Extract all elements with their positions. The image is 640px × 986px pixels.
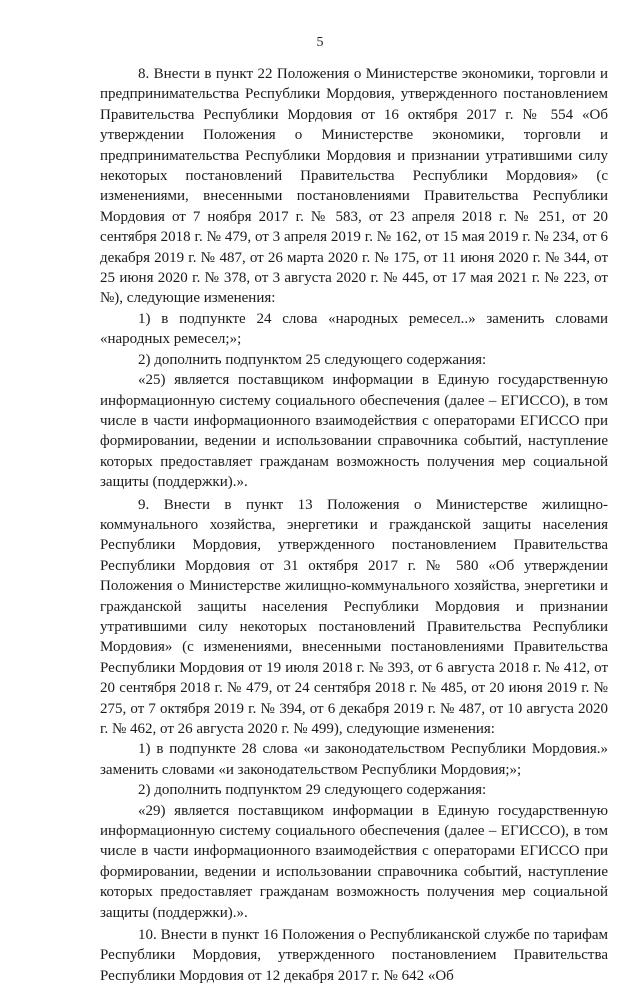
subitem-9-2: 2) дополнить подпунктом 29 следующего содержания: (138, 782, 487, 799)
subitem-9-1: 1) в подпункте 28 слова «и законодательством Республики Мордовия.» заменить словами «и законодательством Республики Мордовия;»; (100, 741, 608, 778)
document-body (100, 64, 608, 986)
quoted-subitem-25: «25) является поставщиком информации в Единую государственную информационную систему социального обеспечения (далее – ЕГИССО), в том числе в части информационного взаимодействия с операторами ЕГИССО при формировании, ведении и использовании справочника событий, наступление которых предоставляет гражданам возможность получения мер социальной защиты (поддержки).». (100, 372, 608, 491)
page-number: 5 (316, 35, 324, 50)
subitem-8-2: 2) дополнить подпунктом 25 следующего содержания: (138, 351, 487, 368)
paragraph-item-10: 10. Внести в пункт 16 Положения о Республиканской службе по тарифам Республики Мордовия, утвержденного постановлением Правительства Республики Мордовия от 12 декабря 2017 г. № 642 «Об (100, 927, 608, 984)
subitem-8-1: 1) в подпункте 24 слова «народных ремесел..» заменить словами «народных ремесел;»; (100, 310, 608, 348)
quoted-subitem-29: «29) является поставщиком информации в Единую государственную информационную систему социального обеспечения (далее – ЕГИССО), в том числе в части информационного взаимодействия с операторами ЕГИССО при формировании, ведении и использовании справочника событий, наступление которых предоставляет гражданам возможность получения мер социальной защиты (поддержки).». (100, 802, 608, 921)
paragraph-item-8: 8. Внести в пункт 22 Положения о Министерстве экономики, торговли и предпринимательства Республики Мордовия, утвержденного постановлением Правительства Республики Мордовия от 16 октября 2017 г. № 554 «Об утверждении Положения о Министерстве экономики, торговли и предпринимательства Республики Мордовия и признании утратившими силу некоторых постановлений Правительства Республики Мордовия» (с изменениями, внесенными постановлениями Правительства Республики Мордовия от 7 ноября 2017 г. № 583, от 23 апреля 2018 г. № 251, от 20 сентября 2018 г. № 479, от 3 апреля 2019 г. № 162, от 15 мая 2019 г. № 234, от 6 декабря 2019 г. № 487, от 26 марта 2020 г. № 175, от 11 июня 2020 г. № 344, от 25 июня 2020 г. № 378, от 3 августа 2020 г. № 445, от 17 мая 2021 г. № 223, от №), следующие изменения: (100, 66, 608, 307)
paragraph-item-9: 9. Внести в пункт 13 Положения о Министерстве жилищно-коммунального хозяйства, энергетики и гражданской защиты населения Республики Мордовия, утвержденного постановлением Правительства Республики Мордовия от 31 октября 2017 г. № 580 «Об утверждении Положения о Министерстве жилищно-коммунального хозяйства, энергетики и гражданской защиты населения Республики Мордовия и признании утратившими силу некоторых постановлений Правительства Республики Мордовия» (с изменениями, внесенными постановлениями Правительства Республики Мордовия от 19 июля 2018 г. № 393, от 6 августа 2018 г. № 412, от 20 сентября 2018 г. № 479, от 24 сентября 2018 г. № 485, от 20 июня 2019 г. № 275, от 7 октября 2019 г. № 394, от 6 декабря 2019 г. № 487, от 10 августа 2020 г. № 462, от 26 августа 2020 г. № 499), следующие изменения: (100, 496, 608, 737)
